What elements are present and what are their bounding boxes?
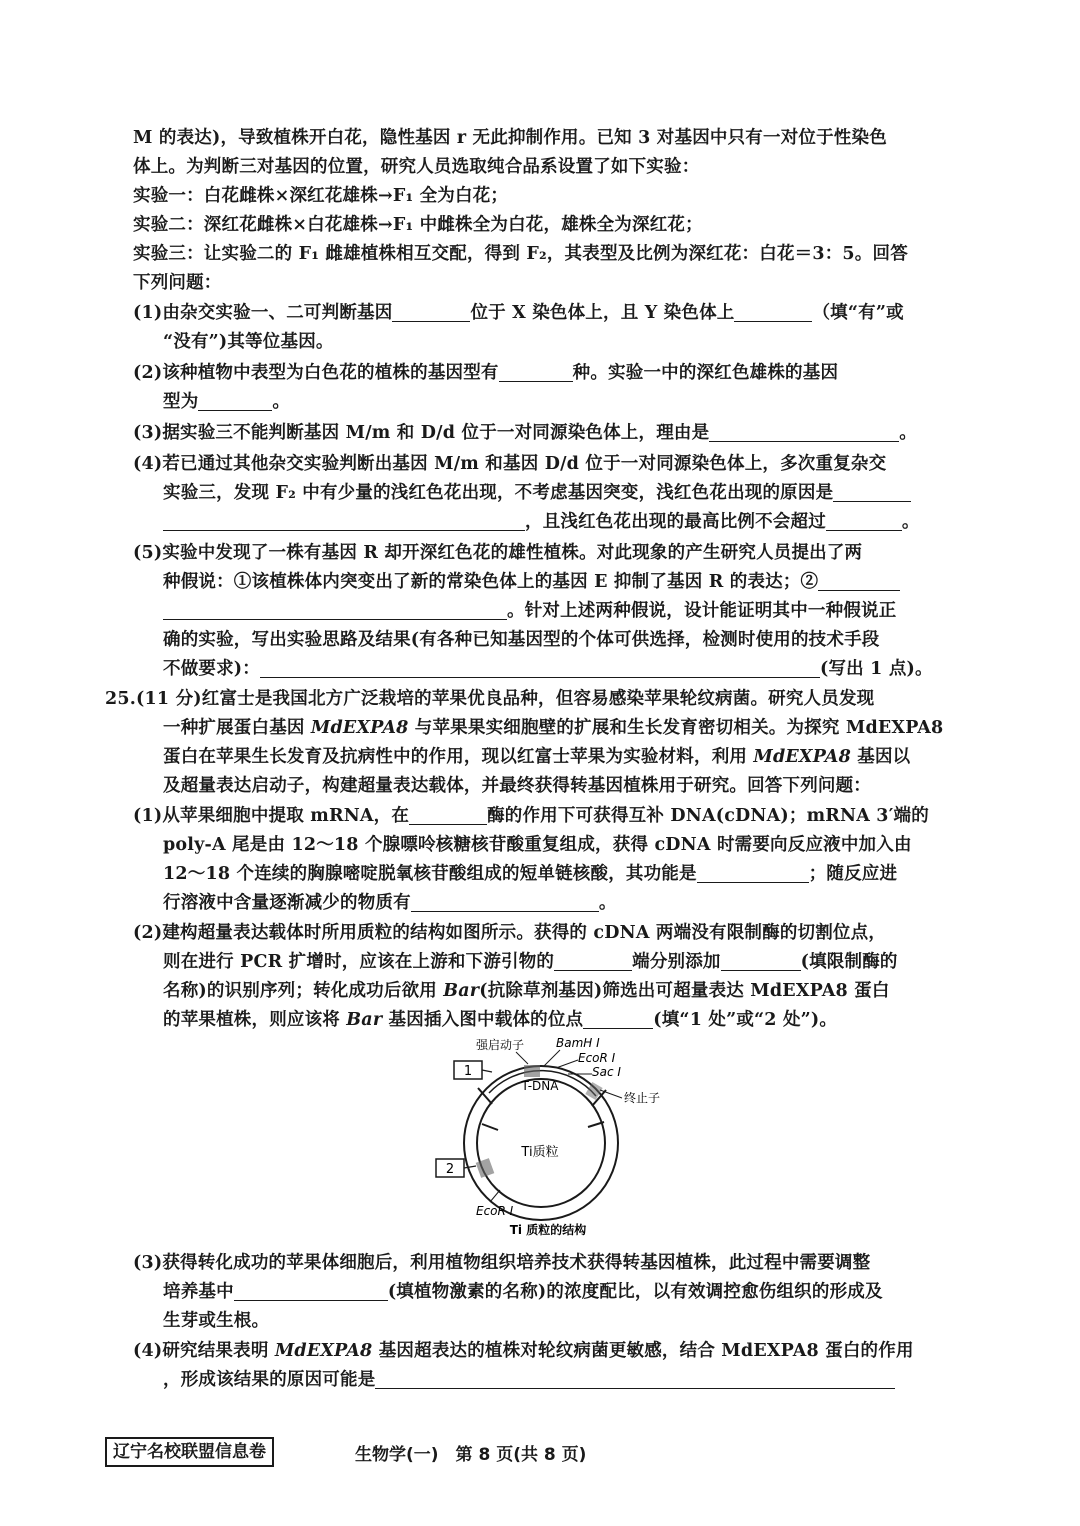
question-text: (写出 1 点)。 [819, 659, 933, 679]
sub-question-2-cont [163, 949, 983, 975]
answer-blank[interactable] [198, 390, 272, 411]
answer-blank[interactable] [697, 862, 809, 883]
sub-question-4-cont [163, 1367, 983, 1393]
question-4-cont [163, 509, 983, 535]
answer-blank[interactable] [260, 657, 820, 678]
gene-name: Bar [346, 1010, 383, 1030]
tdna-label: T-DNA [521, 1079, 559, 1093]
site-label: 1 [463, 1064, 473, 1079]
question-text: 。 [899, 423, 917, 443]
promoter-block [524, 1065, 540, 1077]
text-line: 及超量表达启动子，构建超量表达载体，并最终获得转基因植株用于研究。回答下列问题： [163, 776, 871, 796]
answer-blank[interactable] [709, 421, 899, 442]
promoter-label: 强启动子 [476, 1038, 525, 1052]
question-2 [133, 360, 953, 386]
question-text: 不做要求)： [163, 659, 260, 679]
question-1 [133, 300, 953, 326]
saci-label: Sac I [592, 1065, 621, 1079]
ti-plasmid-diagram [420, 1032, 680, 1242]
question-text: 型为 [163, 392, 199, 412]
label-pointer [516, 1052, 528, 1064]
question-text: 。 [272, 392, 291, 412]
text-line: (3)获得转化成功的苹果体细胞后，利用植物组织培养技术获得转基因植株，此过程中需要调整 [133, 1253, 871, 1273]
text-line: “没有”)其等位基因。 [163, 332, 334, 352]
answer-blank[interactable] [583, 1008, 653, 1029]
text-line: 确的实验，写出实验思路及结果(有各种已知基因型的个体可供选择，检测时使用的技术手段 [163, 630, 880, 650]
terminator-label: 终止子 [624, 1091, 661, 1105]
marker-block [476, 1158, 495, 1178]
answer-blank[interactable] [409, 804, 487, 825]
question-4-cont [163, 480, 983, 506]
question-text: (1)从苹果细胞中提取 mRNA，在 [133, 806, 410, 826]
gene-name: MdEXPA8 [310, 718, 409, 738]
ecori-bottom-label: EcoR I [476, 1204, 514, 1218]
question-text: 基因以 [850, 747, 911, 767]
question-text: 蛋白在苹果生长发育及抗病性中的作用，现以红富士苹果为实验材料，利用 [163, 747, 754, 767]
answer-blank[interactable] [554, 950, 632, 971]
question-text: (2)该种植物中表型为白色花的植株的基因型有 [133, 363, 499, 383]
question-text: （填“有”或 [812, 303, 904, 323]
question-text: ；随反应进 [808, 864, 898, 884]
plasmid-inner-ring [477, 1079, 605, 1207]
text-line: 实验一：白花雌株×深红花雄株→F₁ 全为白花； [133, 186, 509, 206]
text-line: 25.(11 分)红富士是我国北方广泛栽培的苹果优良品种，但容易感染苹果轮纹病菌。研究人员发现 [105, 689, 875, 709]
text-line [133, 1338, 953, 1364]
answer-blank[interactable] [721, 950, 801, 971]
answer-blank[interactable] [234, 1280, 388, 1301]
text-line: 下列问题： [133, 273, 222, 293]
text-line [163, 715, 983, 741]
plasmid-label: Ti质粒 [521, 1145, 559, 1160]
page-number: 生物学(一) 第 8 页(共 8 页) [355, 1445, 587, 1465]
question-text: 培养基中 [163, 1282, 234, 1302]
text-line: (5)实验中发现了一株有基因 R 却开深红色花的雄性植株。对此现象的产生研究人员提出了两 [133, 543, 863, 563]
text-line: 体上。为判断三对基因的位置，研究人员选取纯合品系设置了如下实验： [133, 157, 700, 177]
question-text: (填植物激素的名称)的浓度配比，以有效调控愈伤组织的形成及 [387, 1282, 883, 1302]
question-text: 。 [598, 893, 617, 913]
answer-blank[interactable] [734, 301, 812, 322]
site-mark [482, 1124, 498, 1130]
answer-blank[interactable] [392, 301, 470, 322]
ecori-top-label: EcoR I [578, 1051, 616, 1065]
sub-question-3-cont [163, 1279, 983, 1305]
answer-blank[interactable] [163, 599, 507, 620]
question-text: 端分别添加 [632, 952, 721, 972]
gene-name: MdEXPA8 [274, 1341, 373, 1361]
question-5-cont [163, 598, 983, 624]
sub-question-1-cont [163, 890, 983, 916]
question-text: 。针对上述两种假说，设计能证明其中一种假说正 [507, 601, 897, 621]
question-text: 行溶液中含量逐渐减少的物质有 [163, 893, 411, 913]
question-text: 基因超表达的植株对轮纹病菌更敏感，结合 MdEXPA8 蛋白的作用 [372, 1341, 914, 1361]
question-text: 种。实验一中的深红色雄株的基因 [572, 363, 839, 383]
site-label: 2 [445, 1162, 455, 1177]
answer-blank[interactable] [163, 510, 525, 531]
sub-question-2-cont [163, 1007, 983, 1033]
question-text: 12～18 个连续的胸腺嘧啶脱氧核苷酸组成的短单链核酸，其功能是 [163, 864, 697, 884]
question-text: 的苹果植株，则应该将 [163, 1010, 347, 1030]
question-text: 种假说：①该植株体内突变出了新的常染色体上的基因 E 抑制了基因 R 的表达；② [163, 572, 819, 592]
question-2-cont [163, 389, 983, 415]
answer-blank[interactable] [375, 1368, 895, 1389]
text-line [163, 978, 983, 1004]
site-pointer [482, 1070, 492, 1072]
question-text: 酶的作用下可获得互补 DNA(cDNA)；mRNA 3′端的 [487, 806, 929, 826]
question-text: (4)研究结果表明 [133, 1341, 275, 1361]
question-3 [133, 420, 953, 446]
label-pointer [544, 1050, 560, 1066]
question-text: (3)据实验三不能判断基因 M/m 和 D/d 位于一对同源染色体上，理由是 [133, 423, 710, 443]
text-line: (2)建构超量表达载体时所用质粒的结构如图所示。获得的 cDNA 两端没有限制酶的切割位点， [133, 923, 887, 943]
bamhi-label: BamH I [556, 1036, 600, 1050]
question-text: 位于 X 染色体上，且 Y 染色体上 [470, 303, 735, 323]
text-line: M 的表达)，导致植株开白花，隐性基因 r 无此抑制作用。已知 3 对基因中只有一对位于性染色 [133, 128, 887, 148]
question-text: (填“1 处”或“2 处”)。 [653, 1010, 838, 1030]
site-pointer [464, 1166, 476, 1168]
footer [105, 1437, 905, 1467]
question-text: 基因插入图中载体的位点 [382, 1010, 584, 1030]
text-line: (4)若已通过其他杂交实验判断出基因 M/m 和基因 D/d 位于一对同源染色体上，多次重复杂交 [133, 454, 887, 474]
text-line: 实验二：深红花雌株×白花雄株→F₁ 中雌株全为白花，雄株全为深红花； [133, 215, 703, 235]
label-pointer [490, 1190, 500, 1202]
question-5-cont [163, 569, 983, 595]
question-text: 名称)的识别序列；转化成功后欲用 [163, 981, 444, 1001]
sub-question-1 [133, 803, 953, 829]
text-line: 生芽或生根。 [163, 1311, 270, 1331]
gene-name: Bar [443, 981, 480, 1001]
question-text: (1)由杂交实验一、二可判断基因 [133, 303, 393, 323]
question-text: 实验三，发现 F₂ 中有少量的浅红色花出现，不考虑基因突变，浅红色花出现的原因是 [163, 483, 834, 503]
text-line: poly-A 尾是由 12～18 个腺嘌呤核糖核苷酸重复组成，获得 cDNA 时需要向反应液中加入由 [163, 835, 912, 855]
question-text: (填限制酶的 [800, 952, 898, 972]
question-text: (抗除草剂基因)筛选出可超量表达 MdEXPA8 蛋白 [479, 981, 890, 1001]
question-text: 。 [901, 512, 920, 532]
question-text: 与苹果果实细胞壁的扩展和生长发育密切相关。为探究 MdEXPA8 [408, 718, 944, 738]
answer-blank[interactable] [818, 570, 900, 591]
label-pointer [556, 1060, 578, 1068]
answer-blank[interactable] [833, 481, 911, 502]
question-5-cont [163, 656, 983, 682]
question-text: ，且浅红色花出现的最高比例不会超过 [525, 512, 826, 532]
figure-caption: Ti 质粒的结构 [509, 1223, 587, 1237]
text-line [163, 744, 983, 770]
text-line: 实验三：让实验二的 F₁ 雌雄植株相互交配，得到 F₂，其表型及比例为深红花：白花＝3：5。回答 [133, 244, 908, 264]
question-text: 一种扩展蛋白基因 [163, 718, 311, 738]
answer-blank[interactable] [411, 891, 599, 912]
answer-blank[interactable] [499, 361, 573, 382]
question-text: ，形成该结果的原因可能是 [163, 1370, 376, 1390]
gene-name: MdEXPA8 [753, 747, 851, 767]
answer-blank[interactable] [826, 510, 902, 531]
footer-tag: 辽宁名校联盟信息卷 [105, 1437, 274, 1467]
sub-question-1-cont [163, 861, 983, 887]
question-text: 则在进行 PCR 扩增时，应该在上游和下游引物的 [163, 952, 555, 972]
